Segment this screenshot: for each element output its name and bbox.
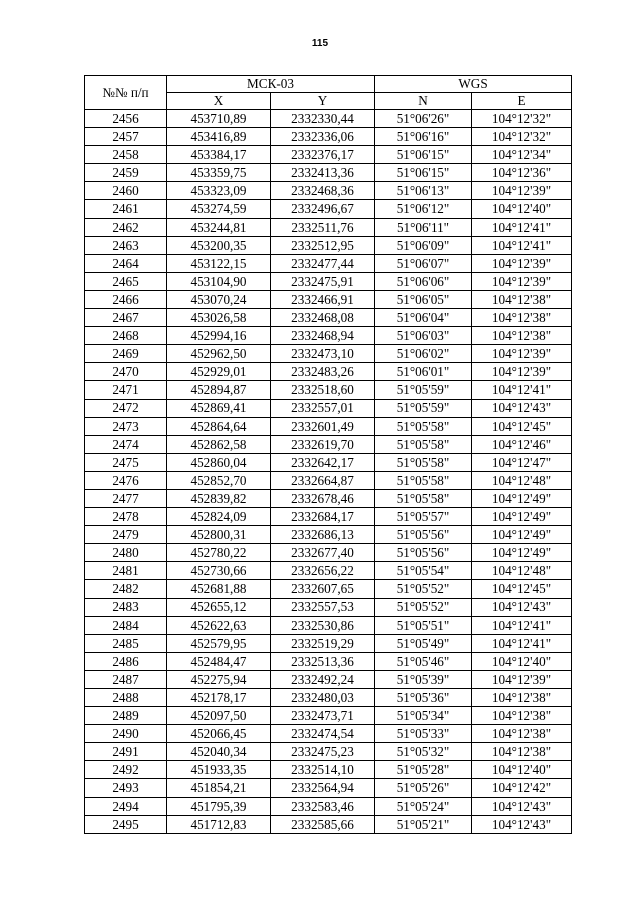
y-cell: 2332619,70 bbox=[271, 435, 375, 453]
coordinates-table bbox=[84, 75, 572, 834]
n-cell: 51°06'06" bbox=[375, 272, 472, 290]
e-cell: 104°12'39" bbox=[472, 363, 572, 381]
point-number-cell: 2473 bbox=[85, 417, 167, 435]
n-cell: 51°06'11" bbox=[375, 218, 472, 236]
point-number-cell: 2494 bbox=[85, 797, 167, 815]
table-row bbox=[85, 182, 572, 200]
e-cell: 104°12'41" bbox=[472, 616, 572, 634]
x-cell: 452839,82 bbox=[167, 489, 271, 507]
e-cell: 104°12'38" bbox=[472, 743, 572, 761]
y-cell: 2332512,95 bbox=[271, 236, 375, 254]
table-row bbox=[85, 489, 572, 507]
y-cell: 2332475,23 bbox=[271, 743, 375, 761]
y-cell: 2332601,49 bbox=[271, 417, 375, 435]
x-cell: 452730,66 bbox=[167, 562, 271, 580]
x-cell: 452484,47 bbox=[167, 652, 271, 670]
e-cell: 104°12'32" bbox=[472, 110, 572, 128]
table-row bbox=[85, 544, 572, 562]
n-cell: 51°06'26" bbox=[375, 110, 472, 128]
table-row bbox=[85, 743, 572, 761]
x-cell: 452622,63 bbox=[167, 616, 271, 634]
point-number-cell: 2483 bbox=[85, 598, 167, 616]
point-number-cell: 2467 bbox=[85, 309, 167, 327]
e-cell: 104°12'39" bbox=[472, 670, 572, 688]
header-e: E bbox=[472, 93, 572, 110]
x-cell: 452780,22 bbox=[167, 544, 271, 562]
e-cell: 104°12'40" bbox=[472, 761, 572, 779]
n-cell: 51°05'58" bbox=[375, 489, 472, 507]
x-cell: 452097,50 bbox=[167, 707, 271, 725]
n-cell: 51°05'33" bbox=[375, 725, 472, 743]
n-cell: 51°05'28" bbox=[375, 761, 472, 779]
n-cell: 51°05'59" bbox=[375, 381, 472, 399]
x-cell: 453026,58 bbox=[167, 309, 271, 327]
y-cell: 2332477,44 bbox=[271, 254, 375, 272]
x-cell: 453200,35 bbox=[167, 236, 271, 254]
e-cell: 104°12'46" bbox=[472, 435, 572, 453]
point-number-cell: 2472 bbox=[85, 399, 167, 417]
n-cell: 51°06'07" bbox=[375, 254, 472, 272]
table-row bbox=[85, 110, 572, 128]
x-cell: 452066,45 bbox=[167, 725, 271, 743]
e-cell: 104°12'47" bbox=[472, 453, 572, 471]
table-row bbox=[85, 200, 572, 218]
n-cell: 51°05'46" bbox=[375, 652, 472, 670]
y-cell: 2332519,29 bbox=[271, 634, 375, 652]
point-number-cell: 2466 bbox=[85, 290, 167, 308]
point-number-cell: 2471 bbox=[85, 381, 167, 399]
n-cell: 51°05'36" bbox=[375, 689, 472, 707]
table-row bbox=[85, 164, 572, 182]
x-cell: 452864,64 bbox=[167, 417, 271, 435]
y-cell: 2332468,36 bbox=[271, 182, 375, 200]
header-n: N bbox=[375, 93, 472, 110]
n-cell: 51°05'57" bbox=[375, 508, 472, 526]
e-cell: 104°12'43" bbox=[472, 815, 572, 833]
n-cell: 51°06'04" bbox=[375, 309, 472, 327]
n-cell: 51°06'01" bbox=[375, 363, 472, 381]
table-row bbox=[85, 526, 572, 544]
table-row bbox=[85, 779, 572, 797]
e-cell: 104°12'32" bbox=[472, 128, 572, 146]
n-cell: 51°05'58" bbox=[375, 453, 472, 471]
x-cell: 451712,83 bbox=[167, 815, 271, 833]
x-cell: 452929,01 bbox=[167, 363, 271, 381]
x-cell: 452862,58 bbox=[167, 435, 271, 453]
e-cell: 104°12'45" bbox=[472, 580, 572, 598]
table-row bbox=[85, 435, 572, 453]
e-cell: 104°12'36" bbox=[472, 164, 572, 182]
e-cell: 104°12'48" bbox=[472, 562, 572, 580]
y-cell: 2332686,13 bbox=[271, 526, 375, 544]
y-cell: 2332511,76 bbox=[271, 218, 375, 236]
table-row bbox=[85, 254, 572, 272]
e-cell: 104°12'45" bbox=[472, 417, 572, 435]
n-cell: 51°06'03" bbox=[375, 327, 472, 345]
point-number-cell: 2463 bbox=[85, 236, 167, 254]
n-cell: 51°06'16" bbox=[375, 128, 472, 146]
y-cell: 2332483,26 bbox=[271, 363, 375, 381]
x-cell: 452824,09 bbox=[167, 508, 271, 526]
x-cell: 452852,70 bbox=[167, 471, 271, 489]
e-cell: 104°12'43" bbox=[472, 598, 572, 616]
n-cell: 51°05'49" bbox=[375, 634, 472, 652]
e-cell: 104°12'41" bbox=[472, 381, 572, 399]
x-cell: 453416,89 bbox=[167, 128, 271, 146]
e-cell: 104°12'40" bbox=[472, 652, 572, 670]
n-cell: 51°05'32" bbox=[375, 743, 472, 761]
table-row bbox=[85, 797, 572, 815]
table-row bbox=[85, 309, 572, 327]
x-cell: 452994,16 bbox=[167, 327, 271, 345]
table-row bbox=[85, 290, 572, 308]
y-cell: 2332557,01 bbox=[271, 399, 375, 417]
table-row bbox=[85, 345, 572, 363]
x-cell: 451854,21 bbox=[167, 779, 271, 797]
x-cell: 453359,75 bbox=[167, 164, 271, 182]
x-cell: 452655,12 bbox=[167, 598, 271, 616]
table-row bbox=[85, 128, 572, 146]
n-cell: 51°05'26" bbox=[375, 779, 472, 797]
point-number-cell: 2476 bbox=[85, 471, 167, 489]
n-cell: 51°05'52" bbox=[375, 580, 472, 598]
e-cell: 104°12'39" bbox=[472, 254, 572, 272]
point-number-cell: 2481 bbox=[85, 562, 167, 580]
point-number-cell: 2484 bbox=[85, 616, 167, 634]
header-y: Y bbox=[271, 93, 375, 110]
y-cell: 2332413,36 bbox=[271, 164, 375, 182]
point-number-cell: 2482 bbox=[85, 580, 167, 598]
y-cell: 2332557,53 bbox=[271, 598, 375, 616]
n-cell: 51°06'15" bbox=[375, 146, 472, 164]
table-row bbox=[85, 689, 572, 707]
y-cell: 2332513,36 bbox=[271, 652, 375, 670]
point-number-cell: 2487 bbox=[85, 670, 167, 688]
y-cell: 2332492,24 bbox=[271, 670, 375, 688]
point-number-cell: 2475 bbox=[85, 453, 167, 471]
y-cell: 2332468,08 bbox=[271, 309, 375, 327]
x-cell: 453104,90 bbox=[167, 272, 271, 290]
point-number-cell: 2491 bbox=[85, 743, 167, 761]
y-cell: 2332585,66 bbox=[271, 815, 375, 833]
table-body bbox=[85, 110, 572, 834]
y-cell: 2332466,91 bbox=[271, 290, 375, 308]
e-cell: 104°12'40" bbox=[472, 200, 572, 218]
table-row bbox=[85, 218, 572, 236]
table-row bbox=[85, 146, 572, 164]
e-cell: 104°12'39" bbox=[472, 345, 572, 363]
y-cell: 2332330,44 bbox=[271, 110, 375, 128]
point-number-cell: 2477 bbox=[85, 489, 167, 507]
point-number-cell: 2485 bbox=[85, 634, 167, 652]
point-number-cell: 2457 bbox=[85, 128, 167, 146]
e-cell: 104°12'34" bbox=[472, 146, 572, 164]
point-number-cell: 2458 bbox=[85, 146, 167, 164]
n-cell: 51°05'58" bbox=[375, 417, 472, 435]
y-cell: 2332514,10 bbox=[271, 761, 375, 779]
table-row bbox=[85, 417, 572, 435]
n-cell: 51°05'58" bbox=[375, 435, 472, 453]
x-cell: 452040,34 bbox=[167, 743, 271, 761]
point-number-cell: 2480 bbox=[85, 544, 167, 562]
n-cell: 51°06'09" bbox=[375, 236, 472, 254]
point-number-cell: 2468 bbox=[85, 327, 167, 345]
y-cell: 2332607,65 bbox=[271, 580, 375, 598]
e-cell: 104°12'38" bbox=[472, 309, 572, 327]
header-point-number: №№ п/п bbox=[85, 76, 167, 110]
n-cell: 51°05'59" bbox=[375, 399, 472, 417]
table-row bbox=[85, 725, 572, 743]
table-row bbox=[85, 508, 572, 526]
e-cell: 104°12'39" bbox=[472, 182, 572, 200]
point-number-cell: 2465 bbox=[85, 272, 167, 290]
n-cell: 51°05'52" bbox=[375, 598, 472, 616]
table-row bbox=[85, 652, 572, 670]
point-number-cell: 2490 bbox=[85, 725, 167, 743]
x-cell: 453274,59 bbox=[167, 200, 271, 218]
x-cell: 452800,31 bbox=[167, 526, 271, 544]
x-cell: 451933,35 bbox=[167, 761, 271, 779]
e-cell: 104°12'38" bbox=[472, 290, 572, 308]
y-cell: 2332678,46 bbox=[271, 489, 375, 507]
x-cell: 453323,09 bbox=[167, 182, 271, 200]
table-row bbox=[85, 381, 572, 399]
y-cell: 2332664,87 bbox=[271, 471, 375, 489]
point-number-cell: 2474 bbox=[85, 435, 167, 453]
y-cell: 2332376,17 bbox=[271, 146, 375, 164]
y-cell: 2332642,17 bbox=[271, 453, 375, 471]
n-cell: 51°05'34" bbox=[375, 707, 472, 725]
x-cell: 452275,94 bbox=[167, 670, 271, 688]
e-cell: 104°12'41" bbox=[472, 634, 572, 652]
e-cell: 104°12'49" bbox=[472, 544, 572, 562]
table-row bbox=[85, 363, 572, 381]
y-cell: 2332564,94 bbox=[271, 779, 375, 797]
table-row bbox=[85, 670, 572, 688]
point-number-cell: 2462 bbox=[85, 218, 167, 236]
y-cell: 2332475,91 bbox=[271, 272, 375, 290]
page-number: 115 bbox=[311, 38, 329, 49]
e-cell: 104°12'43" bbox=[472, 797, 572, 815]
y-cell: 2332473,10 bbox=[271, 345, 375, 363]
point-number-cell: 2492 bbox=[85, 761, 167, 779]
x-cell: 452962,50 bbox=[167, 345, 271, 363]
e-cell: 104°12'41" bbox=[472, 236, 572, 254]
table-row bbox=[85, 598, 572, 616]
table-row bbox=[85, 236, 572, 254]
header-group-wgs: WGS bbox=[375, 76, 572, 93]
n-cell: 51°05'56" bbox=[375, 526, 472, 544]
e-cell: 104°12'38" bbox=[472, 327, 572, 345]
x-cell: 452681,88 bbox=[167, 580, 271, 598]
x-cell: 452579,95 bbox=[167, 634, 271, 652]
n-cell: 51°05'21" bbox=[375, 815, 472, 833]
point-number-cell: 2495 bbox=[85, 815, 167, 833]
point-number-cell: 2470 bbox=[85, 363, 167, 381]
n-cell: 51°06'02" bbox=[375, 345, 472, 363]
point-number-cell: 2493 bbox=[85, 779, 167, 797]
e-cell: 104°12'39" bbox=[472, 272, 572, 290]
e-cell: 104°12'42" bbox=[472, 779, 572, 797]
x-cell: 452869,41 bbox=[167, 399, 271, 417]
table-header bbox=[85, 76, 572, 110]
n-cell: 51°05'24" bbox=[375, 797, 472, 815]
y-cell: 2332530,86 bbox=[271, 616, 375, 634]
table-row bbox=[85, 580, 572, 598]
e-cell: 104°12'38" bbox=[472, 725, 572, 743]
point-number-cell: 2489 bbox=[85, 707, 167, 725]
e-cell: 104°12'49" bbox=[472, 508, 572, 526]
point-number-cell: 2488 bbox=[85, 689, 167, 707]
y-cell: 2332518,60 bbox=[271, 381, 375, 399]
header-x: X bbox=[167, 93, 271, 110]
n-cell: 51°06'13" bbox=[375, 182, 472, 200]
y-cell: 2332336,06 bbox=[271, 128, 375, 146]
point-number-cell: 2460 bbox=[85, 182, 167, 200]
x-cell: 451795,39 bbox=[167, 797, 271, 815]
e-cell: 104°12'49" bbox=[472, 526, 572, 544]
point-number-cell: 2456 bbox=[85, 110, 167, 128]
y-cell: 2332677,40 bbox=[271, 544, 375, 562]
y-cell: 2332480,03 bbox=[271, 689, 375, 707]
table-row bbox=[85, 707, 572, 725]
y-cell: 2332583,46 bbox=[271, 797, 375, 815]
n-cell: 51°05'51" bbox=[375, 616, 472, 634]
y-cell: 2332474,54 bbox=[271, 725, 375, 743]
n-cell: 51°06'12" bbox=[375, 200, 472, 218]
e-cell: 104°12'48" bbox=[472, 471, 572, 489]
y-cell: 2332656,22 bbox=[271, 562, 375, 580]
point-number-cell: 2479 bbox=[85, 526, 167, 544]
e-cell: 104°12'49" bbox=[472, 489, 572, 507]
e-cell: 104°12'41" bbox=[472, 218, 572, 236]
y-cell: 2332468,94 bbox=[271, 327, 375, 345]
table-row bbox=[85, 399, 572, 417]
table-row bbox=[85, 815, 572, 833]
x-cell: 453070,24 bbox=[167, 290, 271, 308]
point-number-cell: 2464 bbox=[85, 254, 167, 272]
y-cell: 2332473,71 bbox=[271, 707, 375, 725]
n-cell: 51°05'56" bbox=[375, 544, 472, 562]
x-cell: 453244,81 bbox=[167, 218, 271, 236]
point-number-cell: 2461 bbox=[85, 200, 167, 218]
n-cell: 51°06'05" bbox=[375, 290, 472, 308]
point-number-cell: 2459 bbox=[85, 164, 167, 182]
x-cell: 453122,15 bbox=[167, 254, 271, 272]
x-cell: 452894,87 bbox=[167, 381, 271, 399]
x-cell: 453384,17 bbox=[167, 146, 271, 164]
n-cell: 51°05'39" bbox=[375, 670, 472, 688]
e-cell: 104°12'38" bbox=[472, 707, 572, 725]
n-cell: 51°06'15" bbox=[375, 164, 472, 182]
x-cell: 452860,04 bbox=[167, 453, 271, 471]
point-number-cell: 2469 bbox=[85, 345, 167, 363]
y-cell: 2332684,17 bbox=[271, 508, 375, 526]
table-row bbox=[85, 471, 572, 489]
x-cell: 452178,17 bbox=[167, 689, 271, 707]
n-cell: 51°05'54" bbox=[375, 562, 472, 580]
n-cell: 51°05'58" bbox=[375, 471, 472, 489]
e-cell: 104°12'43" bbox=[472, 399, 572, 417]
x-cell: 453710,89 bbox=[167, 110, 271, 128]
e-cell: 104°12'38" bbox=[472, 689, 572, 707]
header-group-msk: МСК-03 bbox=[167, 76, 375, 93]
table-row bbox=[85, 453, 572, 471]
point-number-cell: 2486 bbox=[85, 652, 167, 670]
table-row bbox=[85, 616, 572, 634]
table-row bbox=[85, 634, 572, 652]
table-row bbox=[85, 562, 572, 580]
table-row bbox=[85, 761, 572, 779]
table-row bbox=[85, 272, 572, 290]
y-cell: 2332496,67 bbox=[271, 200, 375, 218]
table-row bbox=[85, 327, 572, 345]
point-number-cell: 2478 bbox=[85, 508, 167, 526]
